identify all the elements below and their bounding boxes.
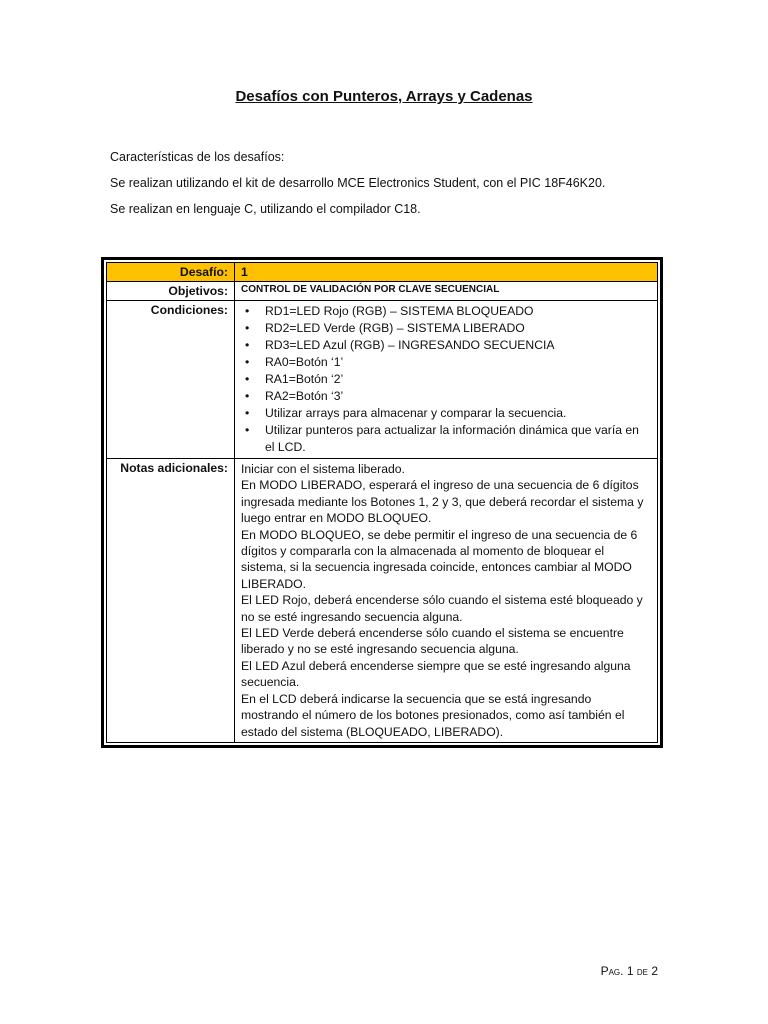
challenge-table <box>106 262 658 743</box>
desafio-value: 1 <box>235 263 658 282</box>
notas-row <box>107 459 658 743</box>
condicion-item: • RD2=LED Verde (RGB) – SISTEMA LIBERADO <box>265 320 651 337</box>
de-label: de <box>636 964 648 978</box>
nota-paragraph: El LED Azul deberá encenderse siempre que se esté ingresando alguna secuencia. <box>241 658 631 690</box>
condicion-item: • Utilizar punteros para actualizar la información dinámica que varía en el LCD. <box>265 422 651 456</box>
objetivos-value: CONTROL DE VALIDACIÓN POR CLAVE SECUENCIAL <box>235 282 658 301</box>
desafio-row <box>107 263 658 282</box>
intro-line: Características de los desafíos: <box>110 150 285 164</box>
condiciones-label: Condiciones: <box>107 301 235 459</box>
nota-paragraph: El LED Rojo, deberá encenderse sólo cuando el sistema esté bloqueado y no se esté ingresando secuencia alguna. <box>241 593 643 624</box>
condicion-item: • RD3=LED Azul (RGB) – INGRESANDO SECUENCIA <box>265 337 651 354</box>
condicion-item: • RA1=Botón ‘2’ <box>265 371 651 388</box>
condicion-item: • RA0=Botón ‘1’ <box>265 354 651 371</box>
condiciones-row <box>107 301 658 459</box>
objetivos-row <box>107 282 658 301</box>
nota-paragraph: En MODO LIBERADO, esperará el ingreso de una secuencia de 6 dígitos ingresada mediante los Botones 1, 2 y 3, que deberá recordar el sistema y luego entrar en MODO BLOQUEO. <box>241 478 644 526</box>
intro-section <box>110 148 670 226</box>
condiciones-list <box>241 303 651 456</box>
objetivos-label: Objetivos: <box>107 282 235 301</box>
condicion-item: • Utilizar arrays para almacenar y comparar la secuencia. <box>265 405 651 422</box>
notas-label: Notas adicionales: <box>107 459 235 743</box>
nota-paragraph: En MODO BLOQUEO, se debe permitir el ingreso de una secuencia de 6 dígitos y compararla con la almacenada al momento de bloquear el sistema, si la secuencia ingresada coincide, entonces cambiar al MODO LIBERADO. <box>241 527 638 591</box>
nota-paragraph: Iniciar con el sistema liberado. <box>241 462 405 476</box>
page-title: Desafíos con Punteros, Arrays y Cadenas <box>235 88 533 105</box>
page-footer <box>601 964 658 978</box>
nota-paragraph: En el LCD deberá indicarse la secuencia que se está ingresando mostrando el número de los botones presionados, como así también el estado del sistema (BLOQUEADO, LIBERADO). <box>241 691 625 739</box>
intro-line: Se realizan utilizando el kit de desarrollo MCE Electronics Student, con el PIC 18F46K20. <box>110 176 606 190</box>
pag-label: Pag. <box>600 964 624 978</box>
page-number: 1 <box>626 964 634 978</box>
notas-cell <box>235 459 658 743</box>
desafio-label: Desafío: <box>107 263 235 282</box>
page-total: 2 <box>651 964 658 978</box>
condicion-item: • RD1=LED Rojo (RGB) – SISTEMA BLOQUEADO <box>265 303 651 320</box>
condiciones-cell <box>235 301 658 459</box>
challenge-table-frame <box>101 257 663 748</box>
intro-line: Se realizan en lenguaje C, utilizando el compilador C18. <box>110 202 421 216</box>
condicion-item: • RA2=Botón ‘3’ <box>265 388 651 405</box>
nota-paragraph: El LED Verde deberá encenderse sólo cuando el sistema se encuentre liberado y no se esté ingresando secuencia alguna. <box>241 626 624 657</box>
